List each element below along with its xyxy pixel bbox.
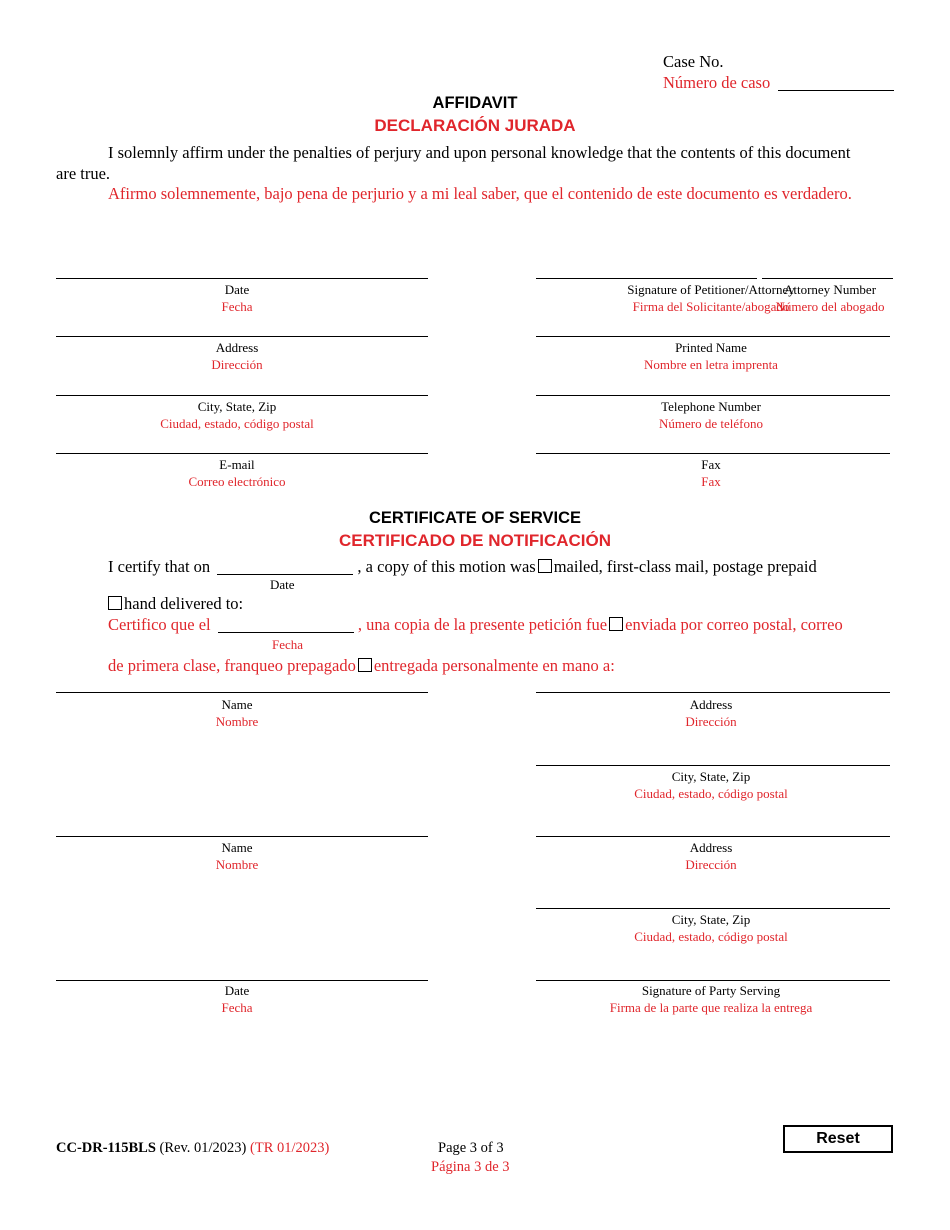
- recipient1-city-label: [536, 768, 886, 802]
- certify-date-input[interactable]: [217, 560, 353, 575]
- form-id-line: [56, 1140, 329, 1157]
- fax-label: [536, 456, 886, 490]
- hand-delivered-checkbox-es[interactable]: [358, 658, 372, 672]
- date-label-en: Date: [224, 282, 250, 297]
- service-date-en: Date: [224, 983, 250, 998]
- mailed-checkbox-es[interactable]: [609, 617, 623, 631]
- email-label: [56, 456, 418, 490]
- attorney-number-label: [762, 281, 898, 315]
- affidavit-text-line1: I solemnly affirm under the penalties of perjury and upon personal knowledge that the contents of this document: [108, 143, 851, 162]
- service-signature-en: Signature of Party Serving: [641, 983, 781, 998]
- recipient1-address-es: Dirección: [685, 714, 737, 729]
- affidavit-title-es: DECLARACIÓN JURADA: [374, 116, 576, 135]
- page-number-es: Página 3 de 3: [431, 1159, 510, 1175]
- telephone-label-es: Número de teléfono: [659, 416, 763, 431]
- attorney-number-label-es: Número del abogado: [775, 299, 885, 314]
- affidavit-text-es: Afirmo solemnemente, bajo pena de perjurio y a mi leal saber, que el contenido de este documento es verdadero.: [108, 184, 852, 203]
- form-id: CC-DR-115BLS: [56, 1140, 156, 1156]
- recipient2-address-es: Dirección: [685, 857, 737, 872]
- service-date-label: [56, 982, 418, 1016]
- attorney-number-line[interactable]: [762, 278, 893, 279]
- case-no-input[interactable]: [778, 76, 894, 91]
- recipient2-name-line[interactable]: [56, 836, 428, 837]
- fax-line[interactable]: [536, 453, 890, 454]
- telephone-label-en: Telephone Number: [661, 399, 761, 414]
- certify-date-input-es[interactable]: [218, 618, 354, 633]
- certify-line: [108, 557, 817, 577]
- certify-fecha-under: Fecha: [272, 637, 304, 652]
- form-tr: (TR 01/2023): [250, 1140, 330, 1156]
- recipient1-address-en: Address: [689, 697, 733, 712]
- recipient2-city-line[interactable]: [536, 908, 890, 909]
- printed-name-line[interactable]: [536, 336, 890, 337]
- recipient2-address-en: Address: [689, 840, 733, 855]
- certify-mid-es: , una copia de la presente petición fue: [357, 615, 608, 634]
- mailed-label: mailed, first-class mail, postage prepaid: [553, 557, 817, 576]
- address-line[interactable]: [56, 336, 428, 337]
- recipient1-name-es: Nombre: [215, 714, 259, 729]
- service-date-line[interactable]: [56, 980, 428, 981]
- date-label-es: Fecha: [221, 299, 253, 314]
- signature-label-en: Signature of Petitioner/Attorney: [627, 282, 795, 297]
- service-date-es: Fecha: [221, 1000, 253, 1015]
- recipient1-address-label: [536, 696, 886, 730]
- recipient2-name-en: Name: [221, 840, 253, 855]
- service-signature-label: [536, 982, 886, 1016]
- recipient2-city-label: [536, 911, 886, 945]
- recipient1-name-label: [56, 696, 418, 730]
- recipient2-name-label: [56, 839, 418, 873]
- address-label-en: Address: [215, 340, 259, 355]
- city-label-en: City, State, Zip: [197, 399, 277, 414]
- service-signature-es: Firma de la parte que realiza la entrega: [609, 1000, 813, 1015]
- recipient1-address-line[interactable]: [536, 692, 890, 693]
- city-label-es: Ciudad, estado, código postal: [160, 416, 314, 431]
- email-line[interactable]: [56, 453, 428, 454]
- signature-line[interactable]: [536, 278, 757, 279]
- recipient1-name-en: Name: [221, 697, 253, 712]
- reset-button[interactable]: Reset: [783, 1125, 893, 1153]
- fax-label-en: Fax: [701, 457, 721, 472]
- affidavit-title: AFFIDAVIT: [432, 94, 518, 112]
- telephone-line[interactable]: [536, 395, 890, 396]
- certify-line2-es: [108, 656, 615, 676]
- certify-prefix: I certify that on: [108, 557, 211, 576]
- recipient1-city-line[interactable]: [536, 765, 890, 766]
- certificate-title: CERTIFICATE OF SERVICE: [368, 509, 582, 527]
- recipient1-city-en: City, State, Zip: [671, 769, 751, 784]
- printed-name-label: [536, 339, 886, 373]
- recipient1-name-line[interactable]: [56, 692, 428, 693]
- certify-line-es: [108, 615, 843, 635]
- city-line[interactable]: [56, 395, 428, 396]
- address-label-es: Dirección: [211, 357, 263, 372]
- signature-label-es: Firma del Solicitante/abogado: [632, 299, 790, 314]
- printed-name-label-en: Printed Name: [675, 340, 747, 355]
- case-no-label-es: [663, 73, 894, 93]
- date-label: [56, 281, 418, 315]
- date-line[interactable]: [56, 278, 428, 279]
- certificate-title-es: CERTIFICADO DE NOTIFICACIÓN: [339, 531, 611, 550]
- recipient2-city-es: Ciudad, estado, código postal: [634, 929, 788, 944]
- case-no-label: Case No.: [663, 52, 724, 71]
- hand-delivered-label: hand delivered to:: [124, 594, 244, 613]
- recipient2-name-es: Nombre: [215, 857, 259, 872]
- certify-date-under: Date: [270, 577, 295, 592]
- email-label-es: Correo electrónico: [188, 474, 286, 489]
- affidavit-text-line2: are true.: [56, 164, 111, 183]
- mailed-label-es: enviada por correo postal, correo: [625, 615, 843, 634]
- hand-delivered-checkbox[interactable]: [108, 596, 122, 610]
- hand-delivered-line: [108, 594, 243, 614]
- case-no-label-es-text: Número de caso: [663, 73, 771, 92]
- certify-mid: , a copy of this motion was: [357, 557, 536, 576]
- recipient1-city-es: Ciudad, estado, código postal: [634, 786, 788, 801]
- form-rev: (Rev. 01/2023): [159, 1140, 247, 1156]
- recipient2-address-line[interactable]: [536, 836, 890, 837]
- mailed-checkbox[interactable]: [538, 559, 552, 573]
- page-number: Page 3 of 3: [438, 1140, 504, 1156]
- fax-label-es: Fax: [701, 474, 721, 489]
- telephone-label: [536, 398, 886, 432]
- recipient2-city-en: City, State, Zip: [671, 912, 751, 927]
- service-signature-line[interactable]: [536, 980, 890, 981]
- recipient2-address-label: [536, 839, 886, 873]
- city-label: [56, 398, 418, 432]
- hand-delivered-label-es: entregada personalmente en mano a:: [373, 656, 615, 675]
- attorney-number-label-en: Attorney Number: [783, 282, 877, 297]
- printed-name-label-es: Nombre en letra imprenta: [644, 357, 778, 372]
- address-label: [56, 339, 418, 373]
- email-label-en: E-mail: [219, 457, 255, 472]
- certify-prefix-es: Certifico que el: [108, 615, 211, 634]
- certify-line2-es-text: de primera clase, franqueo prepagado: [108, 656, 356, 675]
